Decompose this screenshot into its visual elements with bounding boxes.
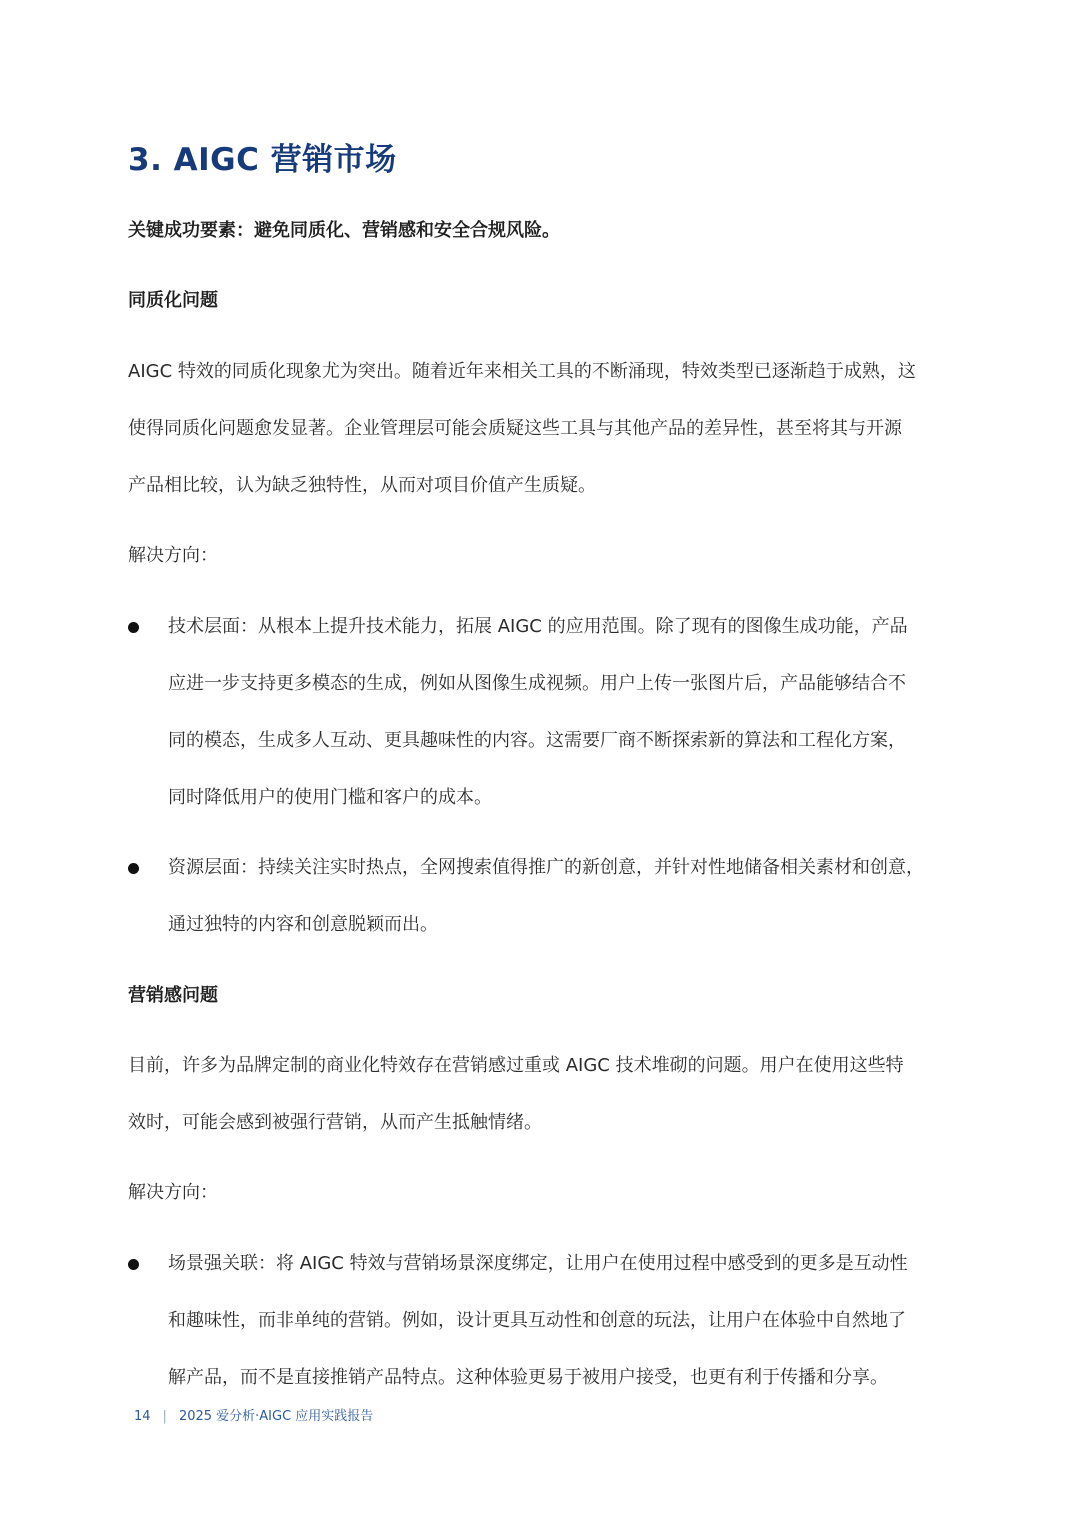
bullet-line: 应进一步支持更多模态的生成，例如从图像生成视频。用户上传一张图片后，产品能够结合不 <box>168 673 906 694</box>
bullet-line: 同的模态，生成多人互动、更具趣味性的内容。这需要厂商不断探索新的算法和工程化方案， <box>168 730 906 751</box>
marketing-paragraph <box>128 1050 952 1164</box>
report-title: 2025 爱分析·AIGC 应用实践报告 <box>178 1409 374 1424</box>
paragraph-line: AIGC 特效的同质化现象尤为突出。随着近年来相关工具的不断涌现，特效类型已逐渐趋于成熟，这 <box>128 361 916 382</box>
homogenization-paragraph <box>128 356 952 527</box>
homogenization-heading: 同质化问题 <box>128 290 218 311</box>
bullet-line: 通过独特的内容和创意脱颖而出。 <box>168 914 438 935</box>
solution-label: 解决方向： <box>128 545 218 566</box>
bullet-dot-icon <box>128 622 139 633</box>
bullet-line: 场景强关联：将 AIGC 特效与营销场景深度绑定，让用户在使用过程中感受到的更多是互动性 <box>168 1253 908 1274</box>
bullet-line: 资源层面：持续关注实时热点，全网搜索值得推广的新创意，并针对性地储备相关素材和创意， <box>168 857 924 878</box>
paragraph-line: 使得同质化问题愈发显著。企业管理层可能会质疑这些工具与其他产品的差异性，甚至将其与开源 <box>128 418 902 439</box>
bullet-text <box>168 852 952 966</box>
bullet-line: 技术层面：从根本上提升技术能力，拓展 AIGC 的应用范围。除了现有的图像生成功能，产品 <box>168 616 908 637</box>
bullet-line: 解产品，而不是直接推销产品特点。这种体验更易于被用户接受，也更有利于传播和分享。 <box>168 1367 888 1388</box>
paragraph-line: 产品相比较，认为缺乏独特性，从而对项目价值产生质疑。 <box>128 475 596 496</box>
solution-label: 解决方向： <box>128 1182 218 1203</box>
bullet-text <box>168 611 952 839</box>
section-title: 3. AIGC 营销市场 <box>128 142 397 178</box>
bullet-text <box>168 1248 952 1419</box>
bullet-line: 和趣味性，而非单纯的营销。例如，设计更具互动性和创意的玩法，让用户在体验中自然地了 <box>168 1310 906 1331</box>
bullet-line: 同时降低用户的使用门槛和客户的成本。 <box>168 787 492 808</box>
page-number: 14 <box>134 1409 151 1424</box>
key-success-factors: 关键成功要素：避免同质化、营销感和安全合规风险。 <box>128 220 560 241</box>
paragraph-line: 效时，可能会感到被强行营销，从而产生抵触情绪。 <box>128 1112 542 1133</box>
bullet-dot-icon <box>128 863 139 874</box>
paragraph-line: 目前，许多为品牌定制的商业化特效存在营销感过重或 AIGC 技术堆砌的问题。用户在使用这些特 <box>128 1055 904 1076</box>
footer-separator: | <box>162 1409 167 1424</box>
page-footer <box>134 1406 373 1428</box>
bullet-dot-icon <box>128 1259 139 1270</box>
marketing-heading: 营销感问题 <box>128 985 218 1006</box>
